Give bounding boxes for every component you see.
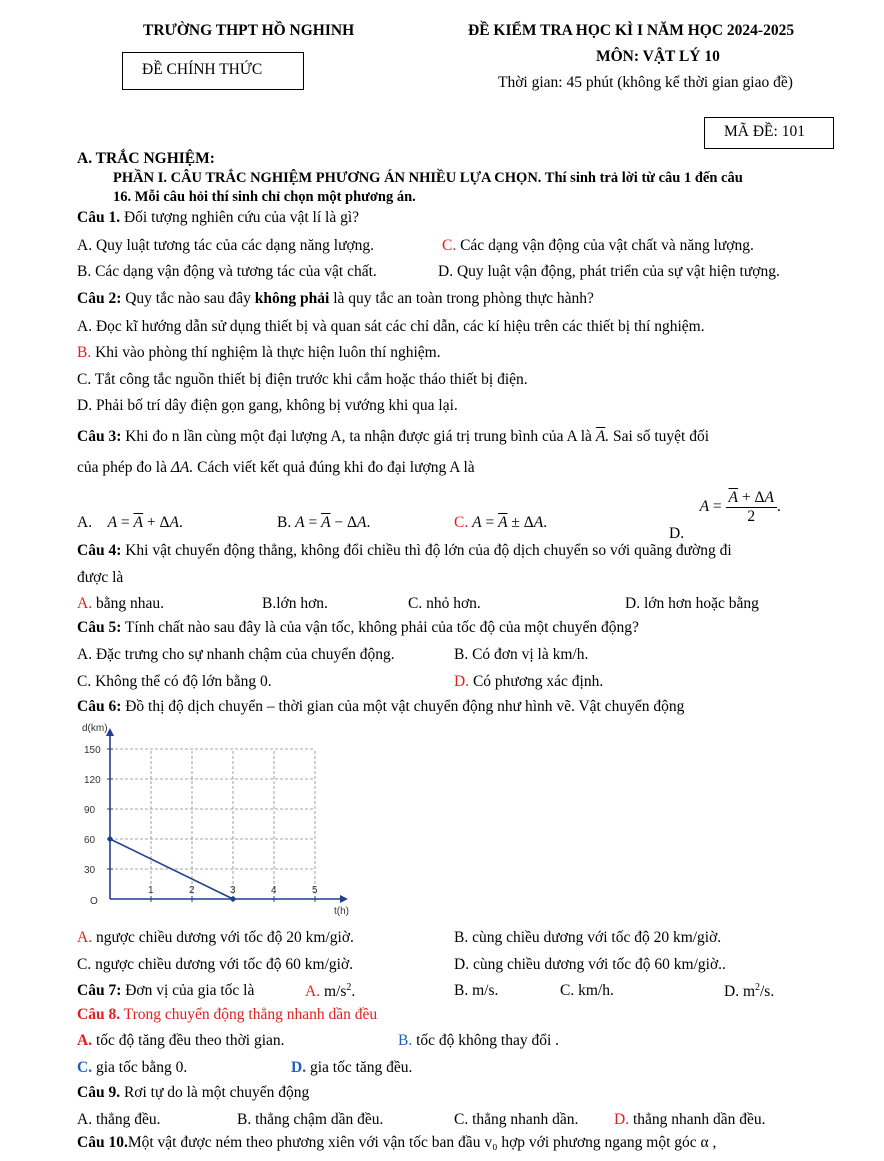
section-title: A. TRẮC NGHIỆM: — [77, 150, 215, 167]
q4-option-d: D. lớn hơn hoặc bằng — [625, 595, 759, 612]
exam-title: ĐỀ KIỂM TRA HỌC KÌ I NĂM HỌC 2024-2025 — [468, 22, 795, 39]
x-tick-label-2: 2 — [189, 885, 195, 896]
q5-option-a: A. Đặc trưng cho sự nhanh chậm của chuyển động. — [77, 646, 395, 663]
q2-option-a: A. Đọc kĩ hướng dẫn sử dụng thiết bị và quan sát các chỉ dẫn, các kí hiệu trên các thiết bị thí nghiệm. — [77, 318, 705, 335]
series-point-1-2 — [231, 897, 236, 902]
q9-option-a: A. thẳng đều. — [77, 1111, 161, 1128]
x-tick-label-1: 1 — [148, 885, 154, 896]
q4-option-c: C. nhỏ hơn. — [408, 595, 481, 612]
q2-option-b: B. Khi vào phòng thí nghiệm là thực hiện luôn thí nghiệm. — [77, 344, 441, 361]
q7-option-c: C. km/h. — [560, 982, 614, 999]
q2-option-c: C. Tắt công tắc nguồn thiết bị điện trước khi cắm hoặc tháo thiết bị điện. — [77, 371, 528, 388]
series-line-1 — [110, 839, 233, 899]
chart-axes — [82, 723, 349, 917]
q8-option-b: B. tốc độ không thay đổi . — [398, 1032, 560, 1049]
q9-option-b: B. thẳng chậm dần đều. — [237, 1111, 384, 1128]
q4-option-b: B.lớn hơn. — [262, 595, 328, 612]
question-3-line2: của phép đo là ΔA. Cách viết kết quả đúng khi đo đại lượng A là — [77, 459, 475, 476]
school-name: TRƯỜNG THPT HỒ NGHINH — [143, 22, 355, 39]
x-axis-label: t(h) — [334, 906, 349, 917]
q1-option-b: B. Các dạng vận động và tương tác của vật chất. — [77, 263, 377, 280]
part1-instruction-2: 16. Mỗi câu hỏi thí sinh chỉ chọn một phương án. — [113, 189, 416, 205]
q6-option-a: A. ngược chiều dương với tốc độ 20 km/giờ. — [77, 929, 354, 946]
q9-option-c: C. thẳng nhanh dần. — [454, 1111, 579, 1128]
q1-option-c: C. Các dạng vận động của vật chất và năng lượng. — [442, 237, 754, 254]
subject: MÔN: VẬT LÝ 10 — [596, 48, 720, 65]
official-label: ĐỀ CHÍNH THỨC — [142, 61, 263, 78]
exam-code: MÃ ĐỀ: 101 — [724, 123, 805, 140]
q9-option-d: D. thẳng nhanh dần đều. — [614, 1111, 766, 1128]
q1-option-d: D. Quy luật vận động, phát triển của sự vật hiện tượng. — [438, 263, 780, 280]
q5-option-c: C. Không thể có độ lớn bằng 0. — [77, 673, 272, 690]
chart-ticks — [84, 745, 318, 902]
q6-option-c: C. ngược chiều dương với tốc độ 60 km/giờ. — [77, 956, 354, 973]
x-axis-arrow — [340, 895, 348, 903]
x-tick-label-5: 5 — [312, 885, 318, 896]
origin-label: O — [90, 896, 98, 907]
q3-option-d: D. A = $\frac{\overline{A} + \Delta A}{2}$ . — [669, 489, 781, 543]
series-point-1-1 — [108, 837, 113, 842]
y-tick-label-150: 150 — [84, 745, 101, 756]
y-tick-label-90: 90 — [84, 805, 96, 816]
y-tick-label-60: 60 — [84, 835, 96, 846]
q7-option-b: B. m/s. — [454, 982, 499, 999]
question-10: Câu 10.Một vật được ném theo phương xiên với vận tốc ban đầu v₀ hợp với phương ngang một góc α , — [77, 1134, 717, 1151]
question-7: Câu 7: Đơn vị của gia tốc là — [77, 982, 255, 999]
chart-grid — [110, 749, 315, 899]
q5-option-b: B. Có đơn vị là km/h. — [454, 646, 589, 663]
q7-option-d: D. $m^2/s$. — [724, 982, 775, 1001]
question-3: Câu 3: Khi đo n lần cùng một đại lượng A, ta nhận được giá trị trung bình của A là $\overline{A}$. Sai số tuyệt đối — [77, 428, 710, 445]
q6-option-d: D. cùng chiều dương với tốc độ 60 km/giờ.. — [454, 956, 726, 973]
y-tick-label-120: 120 — [84, 775, 101, 786]
q3-option-b: B. $A = \overline{A} - \Delta A$. — [277, 514, 371, 531]
question-5: Câu 5: Tính chất nào sau đây là của vận tốc, không phải của tốc độ của một chuyển động? — [77, 619, 639, 636]
displacement-time-chart — [74, 720, 364, 920]
y-axis-label: d(km) — [82, 723, 108, 734]
q7-option-a: A. $m/s^2$. — [305, 982, 356, 1001]
y-tick-label-30: 30 — [84, 865, 96, 876]
question-4: Câu 4: Khi vật chuyển động thẳng, không đổi chiều thì độ lớn của độ dịch chuyển so với quãng đường đi — [77, 542, 732, 559]
x-tick-label-3: 3 — [230, 885, 236, 896]
question-2: Câu 2: Quy tắc nào sau đây không phải là quy tắc an toàn trong phòng thực hành? — [77, 290, 594, 307]
q8-option-d: D. gia tốc tăng đều. — [291, 1059, 413, 1076]
q2-option-d: D. Phải bố trí dây điện gọn gang, không bị vướng khi qua lại. — [77, 397, 458, 414]
q4-option-a: A. bằng nhau. — [77, 595, 164, 612]
question-4-line2: được là — [77, 569, 124, 586]
q3-option-c: C. $A = \overline{A} \pm \Delta A$. — [454, 514, 548, 531]
question-1: Câu 1. Đối tượng nghiên cứu của vật lí là gì? — [77, 209, 360, 226]
question-9: Câu 9. Rơi tự do là một chuyển động — [77, 1084, 310, 1101]
q5-option-d: D. Có phương xác định. — [454, 673, 604, 690]
part1-instruction: PHẦN I. CÂU TRẮC NGHIỆM PHƯƠNG ÁN NHIỀU LỰA CHỌN. Thí sinh trả lời từ câu 1 đến câu — [113, 170, 743, 186]
q1-option-a: A. Quy luật tương tác của các dạng năng lượng. — [77, 237, 375, 254]
x-tick-label-4: 4 — [271, 885, 277, 896]
q8-option-a: A. tốc độ tăng đều theo thời gian. — [77, 1032, 285, 1049]
question-6: Câu 6: Đồ thị độ dịch chuyển – thời gian của một vật chuyển động như hình vẽ. Vật chuyển động — [77, 698, 685, 715]
q8-option-c: C. gia tốc bằng 0. — [77, 1059, 188, 1076]
q6-option-b: B. cùng chiều dương với tốc độ 20 km/giờ. — [454, 929, 722, 946]
exam-time: Thời gian: 45 phút (không kể thời gian giao đề) — [498, 74, 793, 91]
question-8: Câu 8. Trong chuyển động thẳng nhanh dần đều — [77, 1006, 378, 1023]
q3-option-a: A. $A = \overline{A} + \Delta A$. — [77, 514, 183, 531]
